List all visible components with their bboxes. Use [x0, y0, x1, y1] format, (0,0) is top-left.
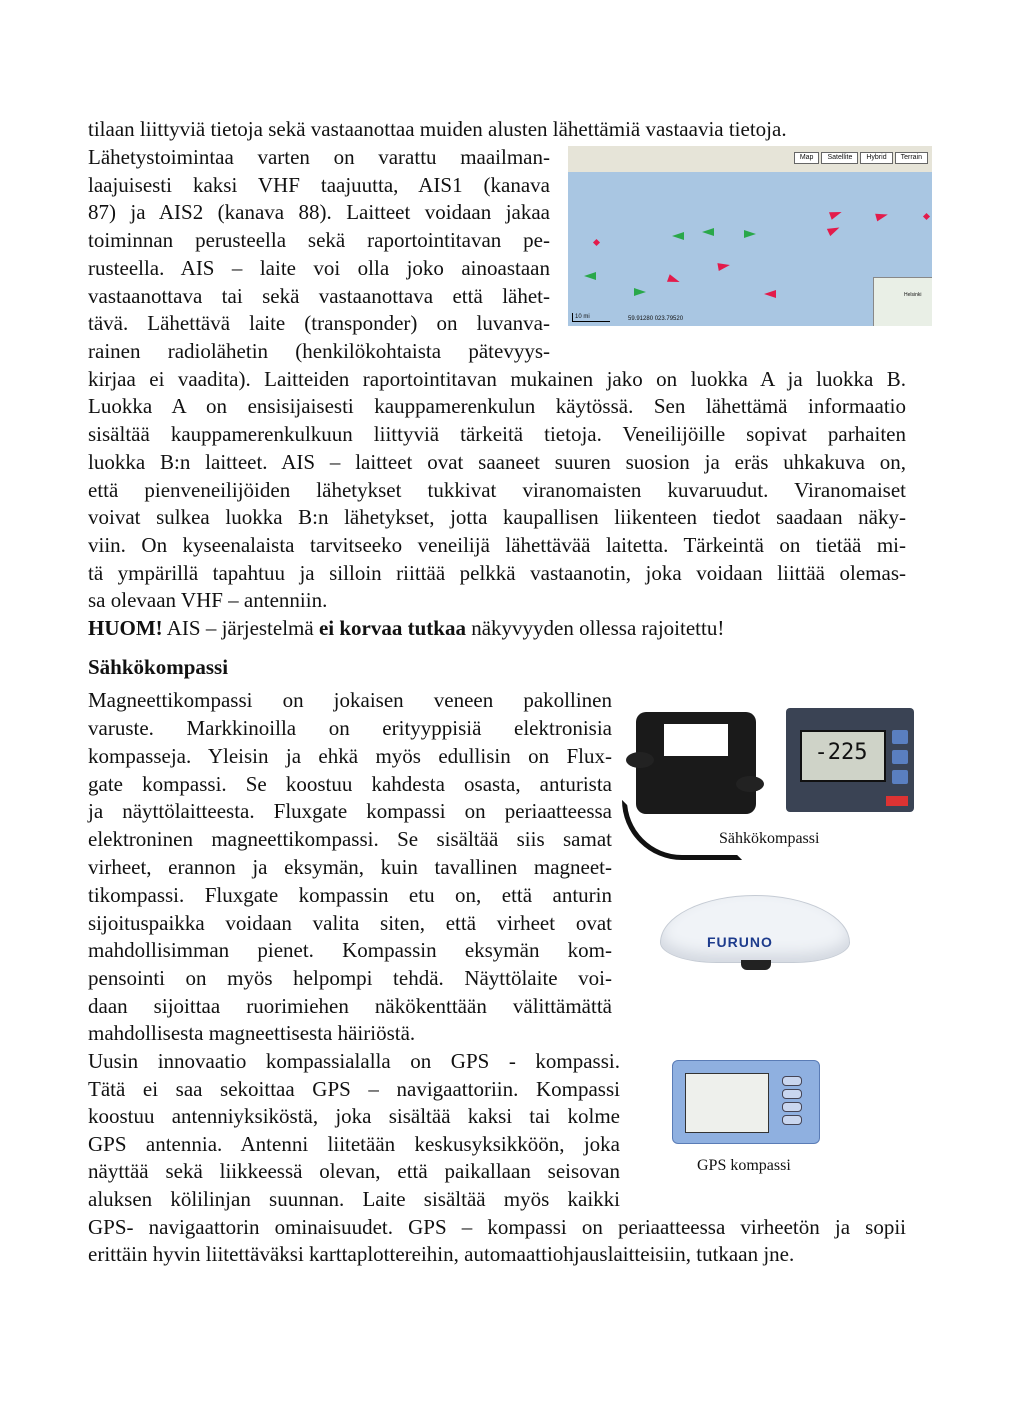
sensor-foot: [736, 776, 764, 792]
ship-icon: [764, 290, 776, 298]
text-line: Uusin innovaatio kompassialalla on GPS - kompassi.: [88, 1049, 620, 1073]
map-inset: [873, 277, 932, 326]
gps-screen: [685, 1073, 769, 1133]
ship-icon: [672, 232, 684, 240]
map-scale: 10 mi: [572, 313, 610, 322]
display-logo: [886, 796, 908, 806]
text-line: Luokka A on ensisijaisesti kauppamerenkulun käytössä. Sen lähettämä informaatio: [88, 394, 906, 418]
display-button: [892, 750, 908, 764]
sensor-label: [664, 724, 728, 756]
ship-icon: [584, 272, 596, 280]
section-heading: Sähkökompassi: [88, 655, 229, 679]
map-tab: Hybrid: [860, 152, 892, 164]
ship-icon: [667, 274, 681, 286]
image-caption: Sähkökompassi: [719, 830, 820, 847]
sensor-foot: [626, 752, 654, 768]
ship-icon: [827, 224, 841, 236]
text-line: luokka B:n laitteet. AIS – laitteet ovat saaneet suuren suosion ja eräs uhkakuva on,: [88, 450, 906, 474]
text-line: toiminnan perusteella sekä raportointitavan pe-: [88, 228, 550, 252]
text-line: rainen radiolähetin (henkilökohtaista pätevyys-: [88, 339, 550, 363]
ship-icon: [875, 211, 889, 222]
map-tab: Satellite: [821, 152, 858, 164]
text-line: Tätä ei saa sekoittaa GPS – navigaattoriin. Kompassi: [88, 1077, 620, 1101]
text-line: rusteella. AIS – laite voi olla joko ainoastaan: [88, 256, 550, 280]
text-line: ja näyttölaitteesta. Fluxgate kompassi on periaatteessa: [88, 799, 612, 823]
text-line: elektroninen magneettikompassi. Se sisältää siis samat: [88, 827, 612, 851]
text-line: 87) ja AIS2 (kanava 88). Laitteet voidaan jakaa: [88, 200, 550, 224]
text-line: Lähetystoimintaa varten on varattu maailman-: [88, 145, 550, 169]
gps-antenna-image: [660, 895, 850, 963]
map-tab: Map: [794, 152, 820, 164]
ship-icon: [702, 228, 714, 236]
text-line: daan sijoittaa ruorimiehen näkökenttään välittämättä: [88, 994, 612, 1018]
text-line: Magneettikompassi on jokaisen veneen pakollinen: [88, 688, 612, 712]
text-line: tä ympärillä tapahtuu ja silloin riittää pelkkä vastaanotin, joka voidaan liittää olemas-: [88, 561, 906, 585]
text-line: GPS antennia. Antenni liitetään keskusyksikköön, joka: [88, 1132, 620, 1156]
text-line: erittäin hyvin liitettäväksi karttaplottereihin, automaattiohjauslaitteisiin, tutkaan jne.: [88, 1242, 795, 1266]
text-line: sa olevaan VHF – antenniin.: [88, 588, 328, 612]
text-line: vastaanottava tai sekä vastaanottava että lähet-: [88, 284, 550, 308]
text-line: koostuu antenniyksiköstä, joka sisältää kaksi tai kolme: [88, 1104, 620, 1128]
text-line: mahdollisesta magneettisesta häiriöstä.: [88, 1021, 416, 1045]
compass-display-image: [786, 708, 914, 812]
gps-keys: [777, 1073, 807, 1131]
inset-label: Helsinki: [904, 292, 922, 298]
map-tab: Terrain: [895, 152, 928, 164]
text-line: kompasseja. Yleisin ja ehkä myös edullisin on Flux-: [88, 744, 612, 768]
text-line: laajuisesti kaksi VHF taajuutta, AIS1 (kanava: [88, 173, 550, 197]
text-line: virheet, erannon ja eksymän, kuin tavallinen magneet-: [88, 855, 612, 879]
text-line: gate kompassi. Se koostuu kahdesta osasta, anturista: [88, 772, 612, 796]
text-line: näyttää sekä liikkeessä olevan, että paikallaan seisovan: [88, 1159, 620, 1183]
text-line: voivat sulkea luokka B:n lähetykset, jotta kaupallisen liikenteen tiedot saadaan näky-: [88, 505, 906, 529]
image-caption: GPS kompassi: [697, 1157, 791, 1174]
text-line: pensointi on myös helpompi tehdä. Näyttölaite voi-: [88, 966, 612, 990]
map-coordinates: 59.91280 023.79520: [628, 316, 684, 322]
text-line: tävä. Lähettävä laite (transponder) on luvanva-: [88, 311, 550, 335]
warning-line: [88, 615, 724, 642]
warning-text-end: näkyvyyden ollessa rajoitettu!: [465, 616, 725, 640]
ship-icon: [744, 230, 756, 238]
text-line: kirjaa ei vaadita). Laitteiden raportointitavan mukainen jako on luokka A ja luokka B.: [88, 367, 906, 391]
text-line: GPS- navigaattorin ominaisuudet. GPS – kompassi on periaatteessa virheetön ja sopii: [88, 1215, 906, 1239]
gps-compass-image: [672, 1060, 820, 1144]
text-line: sijoituspaikka voidaan valita siten, että virheet ovat: [88, 911, 612, 935]
text-line: tikompassi. Fluxgate kompassin etu on, että anturin: [88, 883, 612, 907]
warning-emphasis: ei korvaa tutkaa: [318, 616, 466, 640]
fluxgate-sensor-image: [636, 712, 756, 814]
text-line: mahdollisimman pienet. Kompassin eksymän kom-: [88, 938, 612, 962]
map-type-tabs: [794, 152, 928, 164]
map-marker: [923, 213, 930, 220]
ship-icon: [829, 208, 843, 220]
map-marker: [593, 239, 600, 246]
display-value: -225: [814, 740, 868, 765]
antenna-base: [741, 960, 771, 970]
warning-text: AIS – järjestelmä: [162, 616, 319, 640]
text-line: että pienveneilijöiden lähetykset tukkivat viranomaisten kuvaruudut. Viranomaiset: [88, 478, 906, 502]
ship-icon: [717, 261, 730, 271]
text-line: sisältää kauppamerenkulkuun liittyviä tärkeitä tietoja. Veneilijöille sopivat parhaiten: [88, 422, 906, 446]
display-button: [892, 730, 908, 744]
text-line: viin. On kyseenalaista tarvitseeko veneilijä lähettävää laitetta. Tärkeintä on tietää mi-: [88, 533, 906, 557]
text-line: varuste. Markkinoilla on erityyppisiä elektronisia: [88, 716, 612, 740]
warning-label: HUOM!: [88, 616, 163, 640]
text-line: tilaan liittyviä tietoja sekä vastaanottaa muiden alusten lähettämiä vastaavia tietoja.: [88, 117, 787, 141]
ais-map-image: [568, 146, 932, 326]
display-button: [892, 770, 908, 784]
antenna-brand: FURUNO: [707, 934, 773, 950]
ship-icon: [634, 288, 646, 296]
text-line: aluksen kölilinjan suunnan. Laite sisältää myös kaikki: [88, 1187, 620, 1211]
